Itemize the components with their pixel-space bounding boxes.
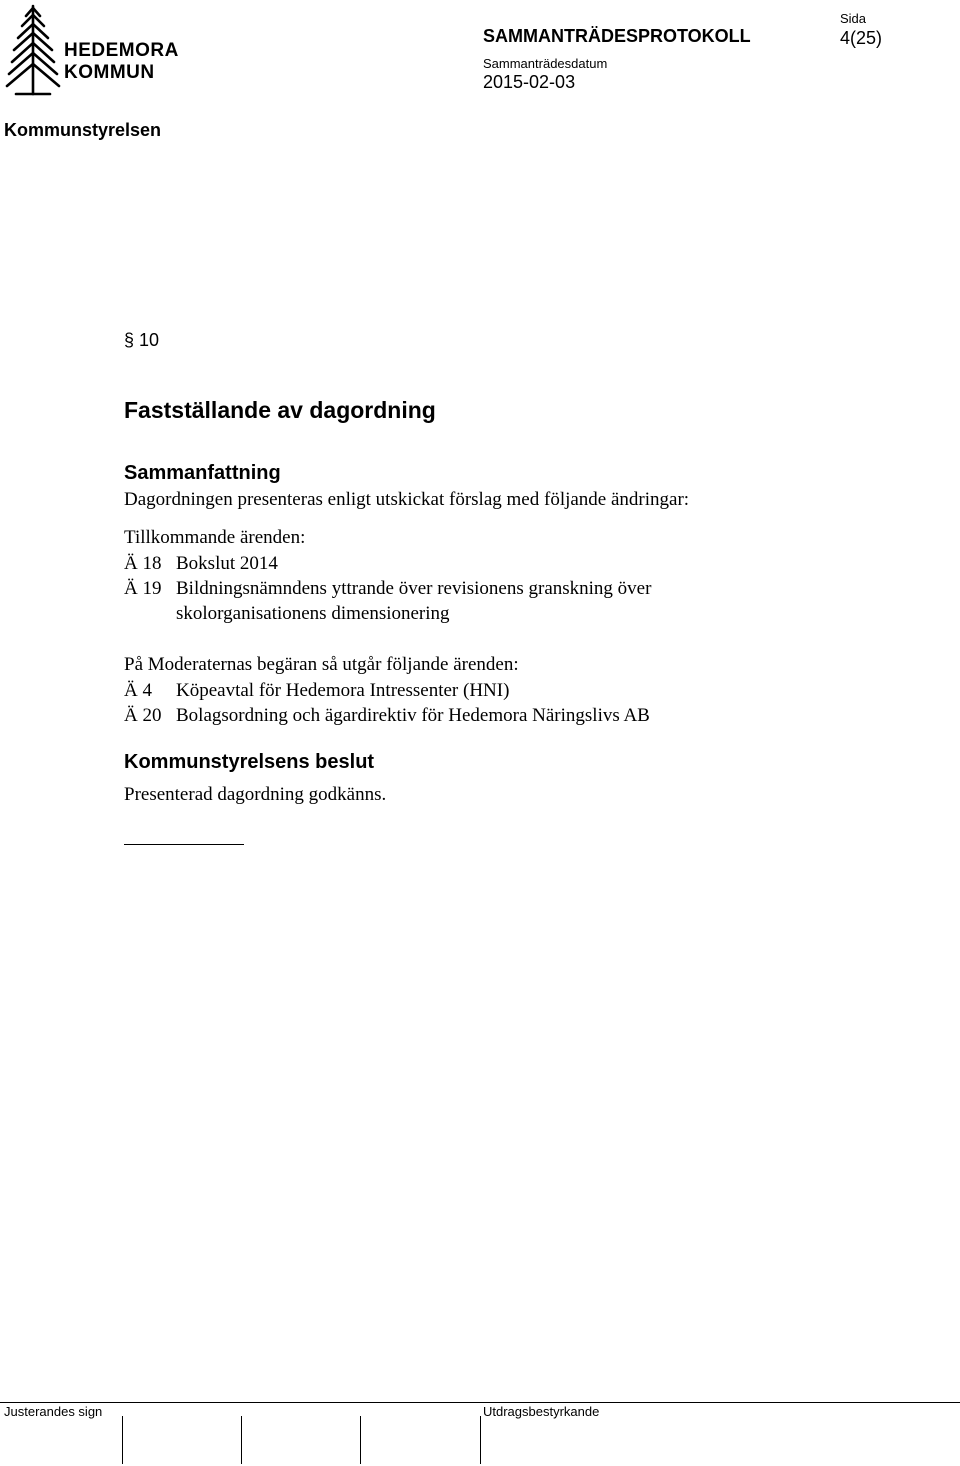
item-text: Bolagsordning och ägardirektiv för Hedemora Näringslivs AB xyxy=(176,705,650,726)
meeting-date: 2015-02-03 xyxy=(483,72,576,92)
page-number: 4(25) xyxy=(840,28,883,48)
summary-intro: Dagordningen presenteras enligt utskickat förslag med följande ändringar: xyxy=(124,489,690,510)
item-text-continuation: skolorganisationens dimensionering xyxy=(176,603,450,624)
logo-wordmark-line1: HEDEMORA xyxy=(64,40,179,61)
list-item xyxy=(124,553,278,575)
paragraph-number: § 10 xyxy=(124,330,160,350)
signature-label: Justerandes sign xyxy=(4,1404,103,1419)
board-name: Kommunstyrelsen xyxy=(4,120,162,140)
signature-box-divider xyxy=(241,1416,242,1464)
municipality-logo xyxy=(4,2,179,98)
signature-box-divider xyxy=(480,1416,481,1464)
logo-wordmark-line2: KOMMUN xyxy=(64,62,155,83)
item-code: Ä 20 xyxy=(124,705,162,726)
signature-box-divider xyxy=(360,1416,361,1464)
item-code: Ä 4 xyxy=(124,680,152,701)
item-text: Bokslut 2014 xyxy=(176,553,278,574)
removed-items-heading: På Moderaternas begäran så utgår följande ärenden: xyxy=(124,654,519,675)
summary-heading: Sammanfattning xyxy=(124,462,281,484)
signature-box-divider xyxy=(122,1416,123,1464)
extract-certification-label: Utdragsbestyrkande xyxy=(483,1404,600,1419)
protocol-title: SAMMANTRÄDESPROTOKOLL xyxy=(483,26,751,46)
item-text: Köpeavtal för Hedemora Intressenter (HNI) xyxy=(176,680,510,701)
footer-divider xyxy=(0,1402,960,1403)
meeting-date-label: Sammanträdesdatum xyxy=(483,56,608,71)
page-label: Sida xyxy=(840,11,867,26)
decision-text: Presenterad dagordning godkänns. xyxy=(124,784,387,805)
section-title: Fastställande av dagordning xyxy=(124,397,436,423)
item-text: Bildningsnämndens yttrande över revisionens granskning över xyxy=(176,578,652,599)
item-code: Ä 19 xyxy=(124,578,162,599)
list-item xyxy=(124,680,509,702)
list-item xyxy=(124,705,650,727)
decision-heading: Kommunstyrelsens beslut xyxy=(124,751,375,773)
item-code: Ä 18 xyxy=(124,553,162,574)
added-items-heading: Tillkommande ärenden: xyxy=(124,527,306,548)
spruce-tree-icon xyxy=(4,2,62,98)
section-end-rule xyxy=(124,844,244,845)
list-item xyxy=(124,578,651,600)
